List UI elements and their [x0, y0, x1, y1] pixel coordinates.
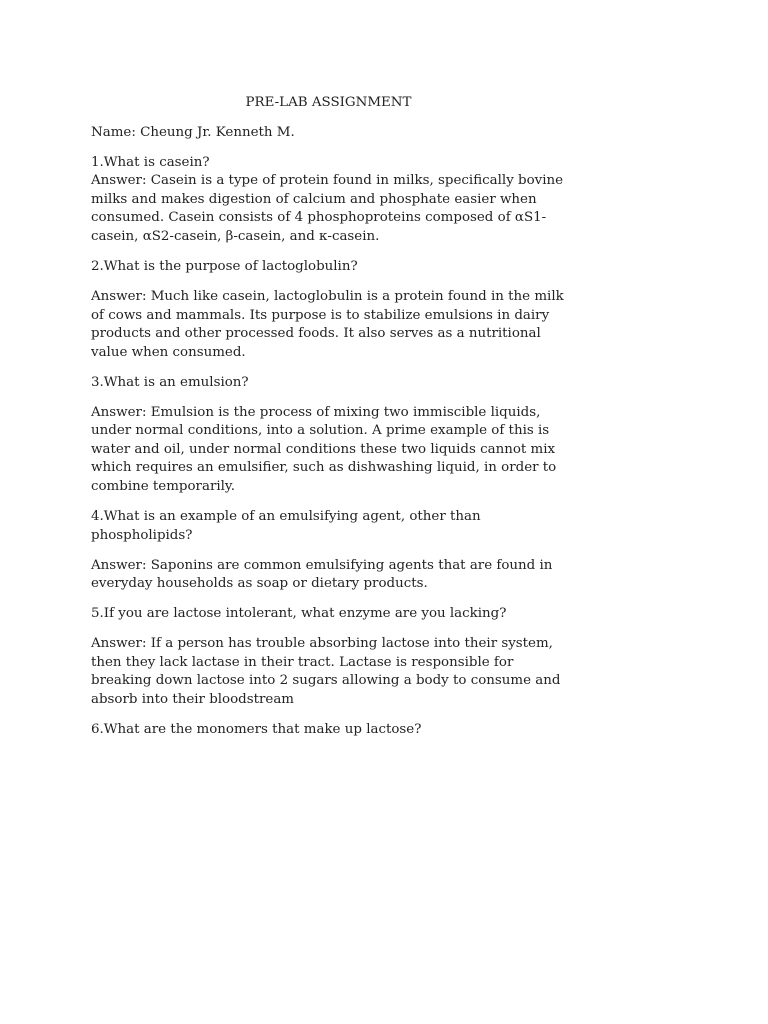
name-line: Name: Cheung Jr. Kenneth M. — [91, 124, 295, 140]
question-block-1 — [91, 154, 566, 247]
answer-2: Answer: Much like casein, lactoglobulin is a protein found in the milk of cows and mammals. Its purpose is to stabilize emulsions in dairy products and other processed foods. It also serves as a nutritional value when consumed. — [91, 288, 564, 360]
question-1: 1.What is casein? — [91, 154, 210, 170]
answer-5: Answer: If a person has trouble absorbing lactose into their system, then they lack lactase in their tract. Lactase is responsible for breaking down lactose into 2 sugars allowing a body to consume and absorb into their bloodstream — [91, 636, 561, 707]
document-page — [91, 90, 566, 751]
answer-1: Answer: Casein is a type of protein found in milks, specifically bovine milks and makes digestion of calcium and phosphate easier when consumed. Casein consists of 4 phosphoproteins composed of αS1-casein, αS2-casein, β-casein, and κ-casein. — [91, 173, 564, 244]
question-block-6 — [91, 721, 566, 740]
question-block-5 — [91, 605, 566, 709]
document-title: PRE-LAB ASSIGNMENT — [245, 95, 412, 110]
question-5: 5.If you are lactose intolerant, what enzyme are you lacking? — [91, 606, 507, 622]
answer-4: Answer: Saponins are common emulsifying agents that are found in everyday households as soap or dietary products. — [91, 557, 553, 592]
answer-3: Answer: Emulsion is the process of mixing two immiscible liquids, under normal conditions, into a solution. A prime example of this is water and oil, under normal conditions these two liquids cannot mix which requires an emulsifier, such as dishwashing liquid, in order to combine temporarily. — [91, 404, 557, 495]
question-3: 3.What is an emulsion? — [91, 374, 249, 390]
question-6: 6.What are the monomers that make up lactose? — [91, 721, 422, 737]
question-block-3 — [91, 374, 566, 497]
question-block-4 — [91, 508, 566, 594]
question-4: 4.What is an example of an emulsifying agent, other than phospholipids? — [91, 509, 481, 543]
question-block-2 — [91, 258, 566, 362]
question-2: 2.What is the purpose of lactoglobulin? — [91, 258, 358, 274]
